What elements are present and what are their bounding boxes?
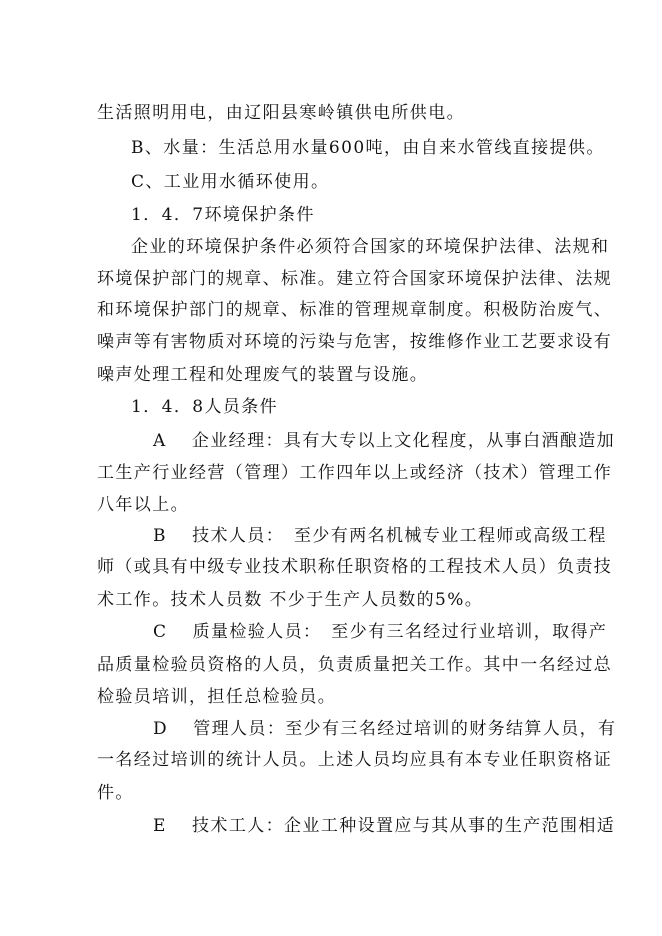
text-line-7: 和环境保护部门的规章、标准的管理规章制度。积极防治废气、 <box>97 300 613 320</box>
text-line-1: 生活照明用电，由辽阳县寒岭镇供电所供电。 <box>97 103 465 123</box>
text-line-3: C、工业用水循环使用。 <box>131 172 330 192</box>
text-line-14: B 技术人员： 至少有两名机械专业工程师或高级工程 <box>153 526 607 546</box>
text-line-11: A 企业经理：具有大专以上文化程度，从事白酒酿造加 <box>153 431 616 451</box>
text-line-18: 品质量检验员资格的人员，负责质量把关工作。其中一名经过总 <box>97 655 613 675</box>
text-line-6: 环境保护部门的规章、标准。建立符合国家环境保护法律、法规 <box>97 269 613 289</box>
text-line-2: B、水量：生活总用水量600吨，由自来水管线直接提供。 <box>131 138 605 158</box>
text-line-15: 师（或具有中级专业技术职称任职资格的工程技术人员）负责技 <box>97 557 613 577</box>
text-line-21: 一名经过培训的统计人员。上述人员均应具有本专业任职资格证 <box>97 750 613 770</box>
text-line-13: 八年以上。 <box>97 495 189 515</box>
text-line-8: 噪声等有害物质对环境的污染与危害，按维修作业工艺要求设有 <box>97 332 613 352</box>
text-line-17: C 质量检验人员： 至少有三名经过行业培训，取得产 <box>153 622 608 642</box>
text-line-22: 件。 <box>97 783 134 803</box>
section-heading-1-4-7: 1．4．7环境保护条件 <box>131 205 315 225</box>
text-line-19: 检验员培训，担任总检验员。 <box>97 687 337 707</box>
text-line-16: 术工作。技术人员数 不少于生产人员数的5%。 <box>97 590 484 610</box>
text-line-20: D 管理人员：至少有三名经过培训的财务结算人员，有 <box>153 719 617 739</box>
section-heading-1-4-8: 1．4．8人员条件 <box>131 397 279 417</box>
text-line-23: E 技术工人：企业工种设置应与其从事的生产范围相适 <box>153 816 616 836</box>
text-line-5: 企业的环境保护条件必须符合国家的环境保护法律、法规和 <box>131 237 610 257</box>
text-line-12: 工生产行业经营（管理）工作四年以上或经济（技术）管理工作 <box>97 463 613 483</box>
text-line-9: 噪声处理工程和处理废气的装置与设施。 <box>97 365 429 385</box>
